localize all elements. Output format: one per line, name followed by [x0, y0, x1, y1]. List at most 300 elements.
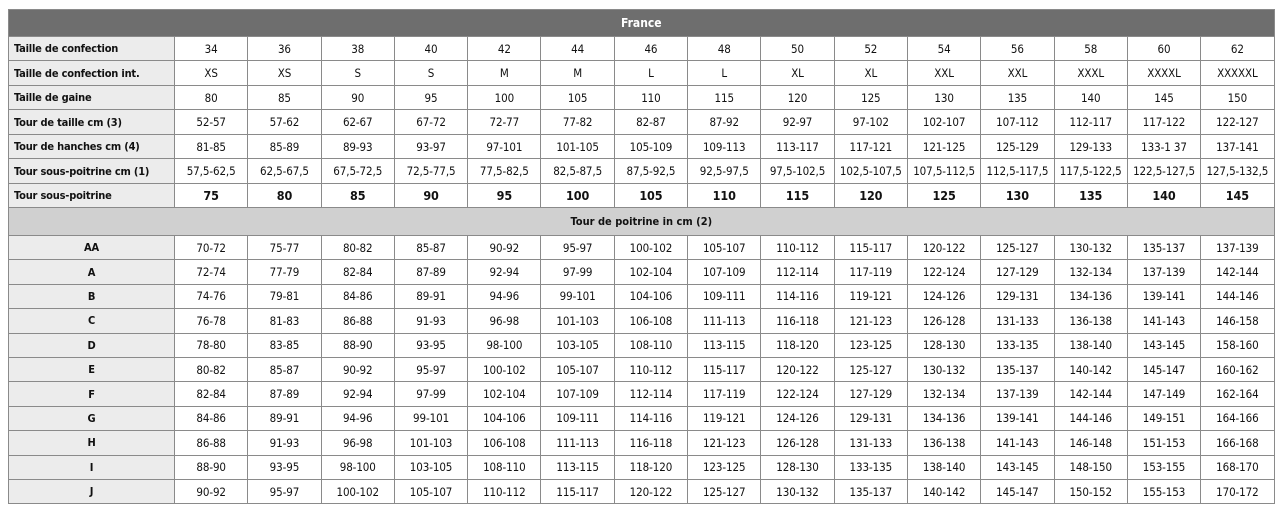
table-cell: 145-147: [981, 479, 1054, 503]
table-cell: 93-97: [394, 135, 467, 159]
table-cell: 117-122: [1127, 110, 1200, 135]
table-cell: 102-104: [614, 260, 687, 284]
table-cell: 92,5-97,5: [688, 159, 761, 184]
table-cell: 149-151: [1127, 406, 1200, 430]
table-cell: 89-93: [321, 135, 394, 159]
cup-row: [9, 236, 1275, 260]
table-cell: 75-77: [248, 236, 321, 260]
table-cell: 119-121: [688, 406, 761, 430]
table-cell: 120: [761, 86, 834, 110]
cup-label: H: [9, 431, 175, 455]
cup-row: [9, 455, 1275, 479]
table-cell: 100: [468, 86, 541, 110]
table-cell: 113-115: [688, 333, 761, 357]
table-cell: 102-104: [468, 382, 541, 406]
table-cell: 128-130: [761, 455, 834, 479]
table-cell: 125-129: [981, 135, 1054, 159]
table-cell: 140-142: [907, 479, 980, 503]
table-cell: 126-128: [761, 431, 834, 455]
table-cell: 85-89: [248, 135, 321, 159]
table-cell: 90-92: [175, 479, 248, 503]
table-cell: 92-94: [321, 382, 394, 406]
table-cell: 95: [394, 86, 467, 110]
table-cell: 34: [175, 37, 248, 61]
table-cell: 120-122: [614, 479, 687, 503]
table-cell: 72,5-77,5: [394, 159, 467, 184]
table-cell: 123-125: [688, 455, 761, 479]
table-cell: 115: [688, 86, 761, 110]
table-cell: 129-131: [834, 406, 907, 430]
table-cell: 90-92: [468, 236, 541, 260]
table-cell: 57,5-62,5: [175, 159, 248, 184]
table-cell: 151-153: [1127, 431, 1200, 455]
table-cell: 124-126: [907, 284, 980, 308]
table-cell: 77-79: [248, 260, 321, 284]
table-cell: 88-90: [175, 455, 248, 479]
table-cell: 135-137: [834, 479, 907, 503]
table-cell: XXL: [981, 61, 1054, 86]
table-cell: XXXXL: [1127, 61, 1200, 86]
table-cell: 98-100: [468, 333, 541, 357]
table-cell: L: [688, 61, 761, 86]
table-cell: L: [614, 61, 687, 86]
table-cell: 125-127: [981, 236, 1054, 260]
table-cell: 137-139: [1127, 260, 1200, 284]
table-cell: 122-124: [761, 382, 834, 406]
table-cell: 138-140: [1054, 333, 1127, 357]
table-cell: 133-1 37: [1127, 135, 1200, 159]
cup-label: D: [9, 333, 175, 357]
row-taille-confection: [9, 37, 1275, 61]
table-cell: 77,5-82,5: [468, 159, 541, 184]
table-cell: 95-97: [541, 236, 614, 260]
cup-row: [9, 284, 1275, 308]
size-chart-table: [8, 9, 1275, 504]
table-cell: 44: [541, 37, 614, 61]
table-cell: 87-89: [248, 382, 321, 406]
row-tour-hanches: [9, 135, 1275, 159]
table-cell: 52: [834, 37, 907, 61]
table-cell: 112,5-117,5: [981, 159, 1054, 184]
table-cell: 125: [907, 184, 980, 208]
table-cell: 94-96: [321, 406, 394, 430]
table-cell: 132-134: [907, 382, 980, 406]
cup-label: J: [9, 479, 175, 503]
table-cell: 132-134: [1054, 260, 1127, 284]
table-cell: 125-127: [834, 357, 907, 381]
table-cell: 85-87: [248, 357, 321, 381]
table-cell: 123-125: [834, 333, 907, 357]
table-cell: 67-72: [394, 110, 467, 135]
table-cell: 100-102: [468, 357, 541, 381]
table-cell: 82,5-87,5: [541, 159, 614, 184]
row-label: Tour sous-poitrine cm (1): [9, 159, 175, 184]
table-cell: 101-105: [541, 135, 614, 159]
table-cell: 112-114: [761, 260, 834, 284]
table-cell: 84-86: [321, 284, 394, 308]
cup-label: I: [9, 455, 175, 479]
table-cell: 155-153: [1127, 479, 1200, 503]
table-cell: 100-102: [614, 236, 687, 260]
table-cell: 82-84: [175, 382, 248, 406]
table-cell: 107,5-112,5: [907, 159, 980, 184]
table-cell: 84-86: [175, 406, 248, 430]
table-cell: 136-138: [1054, 309, 1127, 333]
table-cell: 140-142: [1054, 357, 1127, 381]
table-cell: 110-112: [614, 357, 687, 381]
table-cell: 106-108: [614, 309, 687, 333]
table-cell: 133-135: [981, 333, 1054, 357]
table-cell: 125: [834, 86, 907, 110]
table-cell: 122,5-127,5: [1127, 159, 1200, 184]
table-cell: 50: [761, 37, 834, 61]
table-cell: 75: [175, 184, 248, 208]
table-cell: 121-123: [688, 431, 761, 455]
table-cell: 92-97: [761, 110, 834, 135]
cup-label: F: [9, 382, 175, 406]
table-cell: 121-125: [907, 135, 980, 159]
table-cell: 129-131: [981, 284, 1054, 308]
table-cell: 134-136: [1054, 284, 1127, 308]
row-label: Taille de gaine: [9, 86, 175, 110]
table-cell: 97,5-102,5: [761, 159, 834, 184]
table-cell: 40: [394, 37, 467, 61]
cup-row: [9, 357, 1275, 381]
row-taille-confection-int: [9, 61, 1275, 86]
table-cell: 105-109: [614, 135, 687, 159]
table-cell: M: [541, 61, 614, 86]
table-cell: 141-143: [1127, 309, 1200, 333]
table-cell: 57-62: [248, 110, 321, 135]
table-cell: 100: [541, 184, 614, 208]
table-cell: 134-136: [907, 406, 980, 430]
table-cell: 87,5-92,5: [614, 159, 687, 184]
table-cell: 108-110: [468, 455, 541, 479]
table-cell: 135: [1054, 184, 1127, 208]
table-cell: 166-168: [1201, 431, 1274, 455]
cup-label: AA: [9, 236, 175, 260]
table-cell: 62: [1201, 37, 1274, 61]
table-cell: 146-158: [1201, 309, 1274, 333]
table-cell: 94-96: [468, 284, 541, 308]
table-cell: 72-77: [468, 110, 541, 135]
table-cell: 147-149: [1127, 382, 1200, 406]
table-cell: 121-123: [834, 309, 907, 333]
table-cell: 89-91: [248, 406, 321, 430]
table-cell: 153-155: [1127, 455, 1200, 479]
table-cell: 170-172: [1201, 479, 1274, 503]
table-cell: 92-94: [468, 260, 541, 284]
table-cell: 115: [761, 184, 834, 208]
table-cell: 145-147: [1127, 357, 1200, 381]
table-cell: 102-107: [907, 110, 980, 135]
table-cell: 120: [834, 184, 907, 208]
table-cell: 129-133: [1054, 135, 1127, 159]
table-cell: 87-89: [394, 260, 467, 284]
table-cell: 90: [321, 86, 394, 110]
table-cell: 140: [1054, 86, 1127, 110]
table-cell: 62,5-67,5: [248, 159, 321, 184]
table-cell: 117-119: [834, 260, 907, 284]
row-tour-sous-poitrine-cm: [9, 159, 1275, 184]
table-cell: 144-146: [1201, 284, 1274, 308]
table-cell: 107-109: [688, 260, 761, 284]
table-cell: 80: [175, 86, 248, 110]
table-cell: 89-91: [394, 284, 467, 308]
table-cell: 88-90: [321, 333, 394, 357]
table-cell: 131-133: [981, 309, 1054, 333]
table-cell: 127-129: [834, 382, 907, 406]
table-cell: 107-109: [541, 382, 614, 406]
table-cell: 85: [321, 184, 394, 208]
table-cell: 107-112: [981, 110, 1054, 135]
table-cell: 105: [541, 86, 614, 110]
table-cell: 145: [1127, 86, 1200, 110]
table-cell: 113-115: [541, 455, 614, 479]
table-cell: 62-67: [321, 110, 394, 135]
table-cell: 91-93: [394, 309, 467, 333]
table-cell: 112-117: [1054, 110, 1127, 135]
table-cell: 85-87: [394, 236, 467, 260]
table-cell: 168-170: [1201, 455, 1274, 479]
table-cell: 104-106: [614, 284, 687, 308]
table-cell: 139-141: [981, 406, 1054, 430]
table-cell: 142-144: [1201, 260, 1274, 284]
table-cell: 70-72: [175, 236, 248, 260]
table-cell: 81-85: [175, 135, 248, 159]
table-cell: 97-99: [541, 260, 614, 284]
table-cell: 99-101: [541, 284, 614, 308]
table-cell: 127-129: [981, 260, 1054, 284]
table-cell: 114-116: [761, 284, 834, 308]
table-cell: 86-88: [175, 431, 248, 455]
table-cell: 42: [468, 37, 541, 61]
table-cell: 130-132: [1054, 236, 1127, 260]
table-cell: 97-101: [468, 135, 541, 159]
table-cell: 124-126: [761, 406, 834, 430]
table-cell: 115-117: [834, 236, 907, 260]
table-cell: 93-95: [394, 333, 467, 357]
table-cell: 135-137: [981, 357, 1054, 381]
table-cell: 90-92: [321, 357, 394, 381]
table-cell: 109-111: [688, 284, 761, 308]
table-cell: 119-121: [834, 284, 907, 308]
table-cell: 83-85: [248, 333, 321, 357]
table-cell: 145: [1201, 184, 1274, 208]
table-cell: 102,5-107,5: [834, 159, 907, 184]
cup-row: [9, 382, 1275, 406]
table-cell: 115-117: [688, 357, 761, 381]
table-cell: 79-81: [248, 284, 321, 308]
table-cell: 125-127: [688, 479, 761, 503]
table-cell: 150-152: [1054, 479, 1127, 503]
row-label: Taille de confection: [9, 37, 175, 61]
cup-label: B: [9, 284, 175, 308]
row-tour-taille: [9, 110, 1275, 135]
table-cell: 160-162: [1201, 357, 1274, 381]
table-cell: 110: [614, 86, 687, 110]
table-cell: 142-144: [1054, 382, 1127, 406]
cup-row: [9, 333, 1275, 357]
table-cell: S: [394, 61, 467, 86]
table-cell: 115-117: [541, 479, 614, 503]
table-cell: 143-145: [981, 455, 1054, 479]
table-cell: 135-137: [1127, 236, 1200, 260]
table-cell: 111-113: [688, 309, 761, 333]
table-cell: 95: [468, 184, 541, 208]
table-cell: 93-95: [248, 455, 321, 479]
table-cell: 114-116: [614, 406, 687, 430]
table-cell: 48: [688, 37, 761, 61]
table-cell: 111-113: [541, 431, 614, 455]
table-cell: 98-100: [321, 455, 394, 479]
table-cell: XXXXXL: [1201, 61, 1274, 86]
table-cell: 81-83: [248, 309, 321, 333]
table-cell: 105: [614, 184, 687, 208]
table-cell: 130-132: [907, 357, 980, 381]
table-cell: 97-99: [394, 382, 467, 406]
table-cell: 164-166: [1201, 406, 1274, 430]
table-cell: 95-97: [248, 479, 321, 503]
table-cell: 109-111: [541, 406, 614, 430]
table-cell: 110-112: [761, 236, 834, 260]
cup-row: [9, 479, 1275, 503]
table-cell: 110-112: [468, 479, 541, 503]
row-label: Tour sous-poitrine: [9, 184, 175, 208]
table-cell: 85: [248, 86, 321, 110]
table-cell: 117-121: [834, 135, 907, 159]
table-cell: 113-117: [761, 135, 834, 159]
cup-label: A: [9, 260, 175, 284]
table-cell: 133-135: [834, 455, 907, 479]
table-cell: 128-130: [907, 333, 980, 357]
table-cell: 103-105: [394, 455, 467, 479]
table-cell: 162-164: [1201, 382, 1274, 406]
table-cell: 90: [394, 184, 467, 208]
table-cell: 38: [321, 37, 394, 61]
table-cell: 139-141: [1127, 284, 1200, 308]
table-cell: 118-120: [614, 455, 687, 479]
table-cell: XL: [761, 61, 834, 86]
cup-row: [9, 406, 1275, 430]
table-cell: 141-143: [981, 431, 1054, 455]
table-cell: 131-133: [834, 431, 907, 455]
table-cell: 137-141: [1201, 135, 1274, 159]
table-cell: 120-122: [761, 357, 834, 381]
table-cell: 140: [1127, 184, 1200, 208]
table-cell: 56: [981, 37, 1054, 61]
table-cell: 80: [248, 184, 321, 208]
table-cell: 54: [907, 37, 980, 61]
table-cell: 158-160: [1201, 333, 1274, 357]
table-cell: 122-127: [1201, 110, 1274, 135]
table-cell: 104-106: [468, 406, 541, 430]
table-cell: 87-92: [688, 110, 761, 135]
table-cell: 130: [981, 184, 1054, 208]
table-cell: 72-74: [175, 260, 248, 284]
table-cell: M: [468, 61, 541, 86]
table-cell: 96-98: [468, 309, 541, 333]
cup-label: G: [9, 406, 175, 430]
table-cell: 67,5-72,5: [321, 159, 394, 184]
table-cell: 80-82: [321, 236, 394, 260]
table-cell: 96-98: [321, 431, 394, 455]
row-label: Tour de taille cm (3): [9, 110, 175, 135]
section-heading: Tour de poitrine in cm (2): [9, 208, 1275, 236]
table-cell: 122-124: [907, 260, 980, 284]
table-cell: 91-93: [248, 431, 321, 455]
title-row: [9, 10, 1275, 37]
table-cell: 60: [1127, 37, 1200, 61]
table-cell: 95-97: [394, 357, 467, 381]
table-cell: 118-120: [761, 333, 834, 357]
table-cell: 109-113: [688, 135, 761, 159]
table-cell: 127,5-132,5: [1201, 159, 1274, 184]
table-cell: 58: [1054, 37, 1127, 61]
table-cell: 105-107: [541, 357, 614, 381]
table-cell: 144-146: [1054, 406, 1127, 430]
table-cell: 108-110: [614, 333, 687, 357]
table-cell: 126-128: [907, 309, 980, 333]
table-cell: 74-76: [175, 284, 248, 308]
table-cell: 82-84: [321, 260, 394, 284]
table-cell: 150: [1201, 86, 1274, 110]
table-cell: 137-139: [1201, 236, 1274, 260]
cup-label: E: [9, 357, 175, 381]
table-cell: 101-103: [541, 309, 614, 333]
row-label: Tour de hanches cm (4): [9, 135, 175, 159]
table-cell: 76-78: [175, 309, 248, 333]
table-cell: XS: [175, 61, 248, 86]
table-cell: 136-138: [907, 431, 980, 455]
table-cell: 112-114: [614, 382, 687, 406]
table-cell: 46: [614, 37, 687, 61]
table-cell: XXL: [907, 61, 980, 86]
table-cell: 130-132: [761, 479, 834, 503]
table-cell: 106-108: [468, 431, 541, 455]
table-cell: 52-57: [175, 110, 248, 135]
table-cell: 148-150: [1054, 455, 1127, 479]
table-cell: 146-148: [1054, 431, 1127, 455]
table-cell: 103-105: [541, 333, 614, 357]
table-cell: 77-82: [541, 110, 614, 135]
table-cell: 86-88: [321, 309, 394, 333]
row-tour-sous-poitrine: [9, 184, 1275, 208]
table-cell: 100-102: [321, 479, 394, 503]
table-cell: 137-139: [981, 382, 1054, 406]
table-cell: 135: [981, 86, 1054, 110]
table-cell: 36: [248, 37, 321, 61]
cup-row: [9, 431, 1275, 455]
table-cell: 110: [688, 184, 761, 208]
table-cell: 138-140: [907, 455, 980, 479]
table-cell: XL: [834, 61, 907, 86]
table-cell: 117,5-122,5: [1054, 159, 1127, 184]
cup-label: C: [9, 309, 175, 333]
table-cell: S: [321, 61, 394, 86]
table-cell: 130: [907, 86, 980, 110]
table-cell: 78-80: [175, 333, 248, 357]
table-cell: 99-101: [394, 406, 467, 430]
table-cell: 116-118: [761, 309, 834, 333]
table-cell: 101-103: [394, 431, 467, 455]
table-cell: 143-145: [1127, 333, 1200, 357]
table-cell: 97-102: [834, 110, 907, 135]
table-cell: 105-107: [394, 479, 467, 503]
row-label: Taille de confection int.: [9, 61, 175, 86]
row-taille-gaine: [9, 86, 1275, 110]
table-cell: XS: [248, 61, 321, 86]
